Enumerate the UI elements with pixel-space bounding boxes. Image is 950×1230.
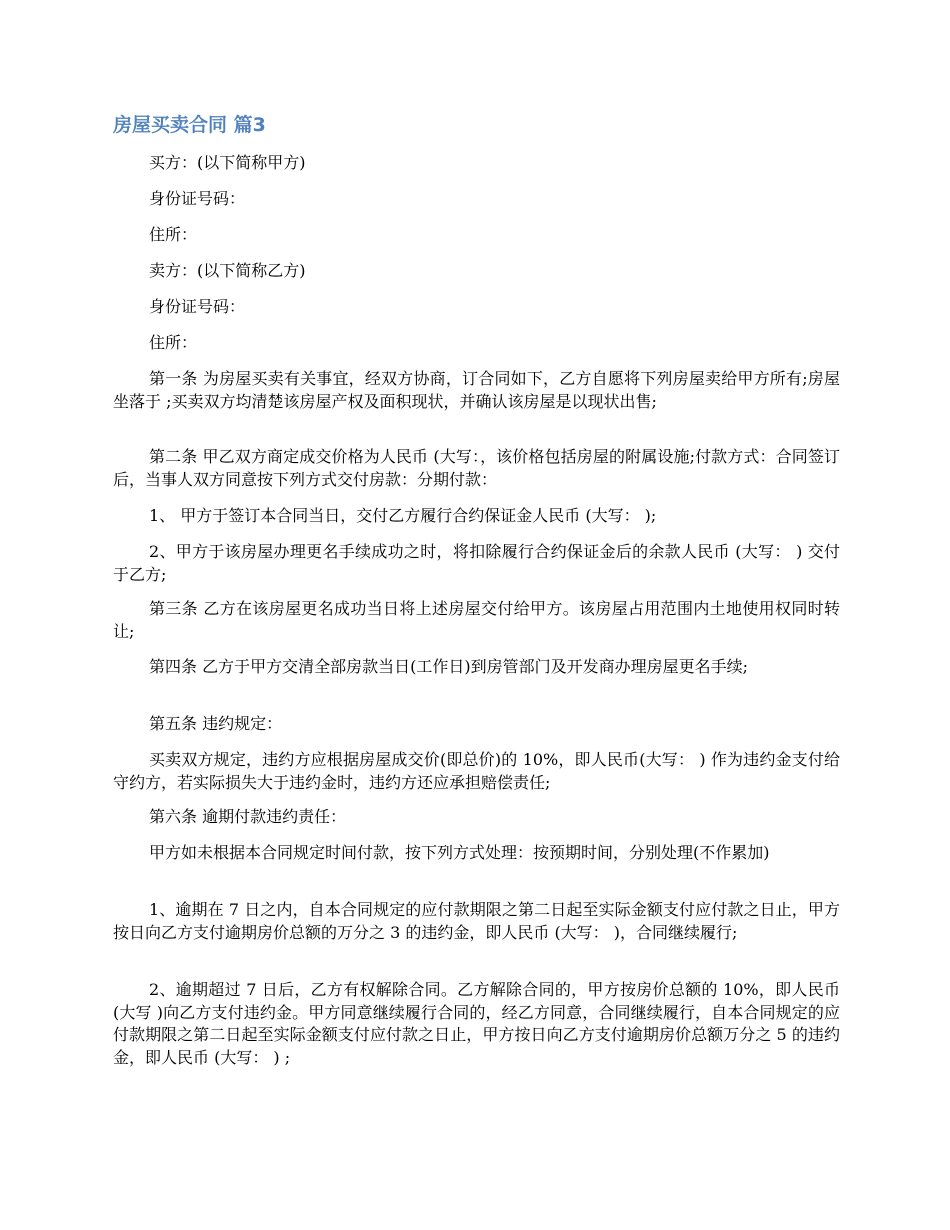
buyer-line: 买方：(以下简称甲方) xyxy=(149,153,306,172)
article-4-paragraph: 第四条 乙方于甲方交清全部房款当日(工作日)到房管部门及开发商办理房屋更名手续; xyxy=(149,657,748,676)
breach-rule-paragraph: 买卖双方规定，违约方应根据房屋成交价(即总价)的 10%，即人民币(大写： ) 作为违约金支付给守约方，若实际损失大于违约金时，违约方还应承担赔偿责任; xyxy=(113,750,840,792)
buyer-id-line: 身份证号码： xyxy=(149,189,246,208)
document-title: 房屋买卖合同 篇3 xyxy=(113,114,266,136)
article-3-paragraph: 第三条 乙方在该房屋更名成功当日将上述房屋交付给甲方。该房屋占用范围内土地使用权同时转让; xyxy=(113,599,840,641)
late-payment-paragraph: 甲方如未根据本合同规定时间付款，按下列方式处理：按预期时间，分别处理(不作累加) xyxy=(149,843,770,862)
seller-address-line: 住所： xyxy=(149,333,198,352)
article-2-paragraph: 第二条 甲乙双方商定成交价格为人民币 (大写：，该价格包括房屋的附属设施;付款方式：合同签订后，当事人双方同意按下列方式交付房款：分期付款： xyxy=(113,447,840,489)
buyer-address-line: 住所： xyxy=(149,225,198,244)
seller-line: 卖方：(以下简称乙方) xyxy=(149,261,306,280)
article-6-heading: 第六条 逾期付款违约责任： xyxy=(149,807,347,826)
late-payment-item-2: 2、逾期超过 7 日后，乙方有权解除合同。乙方解除合同的，甲方按房价总额的 10%，即人民币 (大写 )向乙方支付违约金。甲方同意继续履行合同的，经乙方同意，合同继续履行，自本合同规定的应付款期限之第二日起至实际金额支付应付款之日止，甲方按日向乙方支付逾期房价总额万分之 5 的违约金，即人民币 (大写： ) ; xyxy=(113,980,840,1067)
article-5-heading: 第五条 违约规定： xyxy=(149,714,283,733)
payment-item-2: 2、甲方于该房屋办理更名手续成功之时，将扣除履行合约保证金后的余款人民币 (大写： ) 交付于乙方; xyxy=(113,542,840,584)
seller-id-line: 身份证号码： xyxy=(149,297,246,316)
payment-item-1: 1、 甲方于签订本合同当日，交付乙方履行合约保证金人民币 (大写： ); xyxy=(149,506,657,525)
article-1-paragraph: 第一条 为房屋买卖有关事宜，经双方协商，订合同如下，乙方自愿将下列房屋卖给甲方所有;房屋坐落于 ;买卖双方均清楚该房屋产权及面积现状，并确认该房屋是以现状出售; xyxy=(113,369,840,411)
late-payment-item-1: 1、逾期在 7 日之内，自本合同规定的应付款期限之第二日起至实际金额支付应付款之日止，甲方按日向乙方支付逾期房价总额的万分之 3 的违约金，即人民币 (大写： )，合同继续履行; xyxy=(113,900,840,942)
